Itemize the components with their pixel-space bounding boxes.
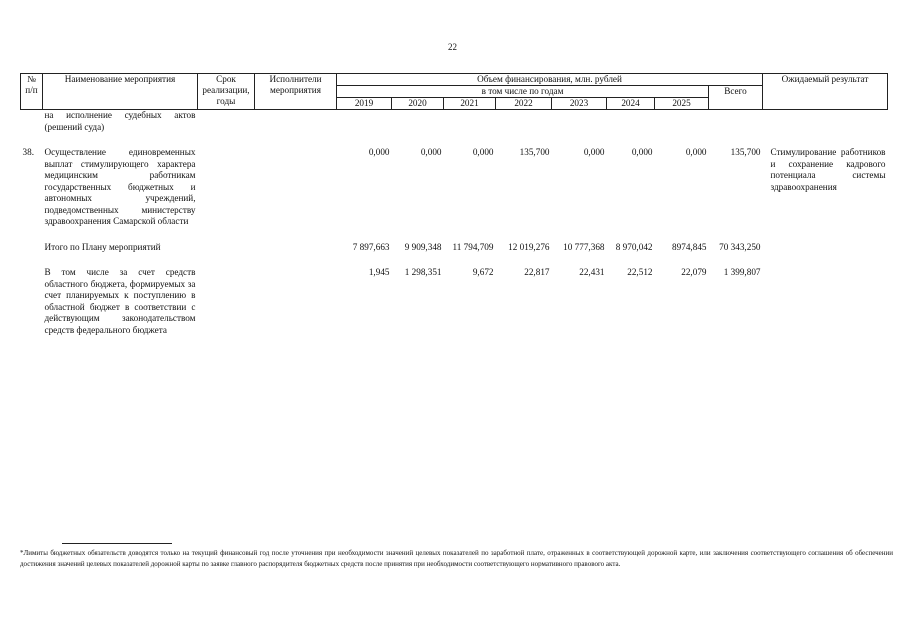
header-row-1 [21, 74, 888, 86]
footnote: *Лимиты бюджетных обязательств доводятся только на текущий финансовый год после уточнения при необходимости значений целевых показателей по заработной плате, отраженных в соответствующей дорожной карте, или заключения соответствующего соглашения об обеспечении достижения значений целевых показателей дорожной карты по заявке главного распорядителя бюджетных средств после принятия при необходимости соответствующего нормативного правового акта. [20, 549, 893, 568]
value-cell: 0,000 [583, 147, 605, 157]
value-cell: 7 897,663 [352, 241, 390, 252]
value-cell: 0,000 [420, 147, 442, 157]
value-cell: 22,431 [579, 267, 605, 277]
header-executors: Исполнители мероприятия [255, 74, 337, 110]
financing-table [20, 73, 888, 336]
value-cell: 0,000 [368, 147, 390, 157]
row-name: В том числе за счет средств областного бюджета, формируемых за счет планируемых к поступлению в областной бюджет в соответствии с действующим законодательством средств федерального бюджета [44, 267, 196, 335]
value-cell: 9 909,348 [404, 241, 442, 252]
table-row [21, 267, 888, 336]
header-year: 2023 [552, 98, 607, 110]
value-cell: 22,512 [627, 267, 653, 277]
row-number [21, 267, 43, 336]
header-year: 2021 [444, 98, 496, 110]
value-cell: 0,000 [631, 147, 653, 157]
header-finance: Объем финансирования, млн. рублей [337, 74, 763, 86]
table-row [21, 147, 888, 242]
row-result [763, 267, 888, 336]
value-cell: 22,079 [681, 267, 707, 277]
total-cell: 70 343,250 [719, 241, 761, 252]
header-year: 2020 [392, 98, 444, 110]
row-name: Итого по Плану мероприятий [44, 241, 161, 252]
value-cell: 10 777,368 [563, 241, 605, 252]
value-cell: 0,000 [685, 147, 707, 157]
table-row [21, 242, 888, 268]
header-name: Наименование мероприятия [43, 74, 198, 110]
total-cell: 135,700 [730, 147, 761, 157]
total-cell: 1 399,807 [723, 267, 761, 277]
value-cell: 1 298,351 [404, 267, 442, 277]
row-result [763, 242, 888, 268]
header-year: 2022 [496, 98, 552, 110]
header-result: Ожидаемый результат [763, 74, 888, 110]
value-cell: 8 970,042 [615, 241, 653, 252]
value-cell: 9,672 [472, 267, 494, 277]
value-cell: 1,945 [368, 267, 390, 277]
header-year: 2019 [337, 98, 392, 110]
value-cell: 8974,845 [672, 241, 707, 252]
value-cell: 11 794,709 [452, 241, 494, 252]
header-year: 2025 [655, 98, 709, 110]
header-total: Всего [709, 86, 763, 110]
header-year: 2024 [607, 98, 655, 110]
value-cell: 12 019,276 [508, 241, 550, 252]
value-cell: 0,000 [472, 147, 494, 157]
row-result: Стимулирование работников и сохранение кадрового потенциала системы здравоохранения [770, 147, 886, 192]
value-cell: 135,700 [519, 147, 550, 157]
value-cell: 22,817 [524, 267, 550, 277]
row-number: 38. [22, 147, 34, 157]
header-no: № п/п [21, 74, 43, 110]
continued-name: на исполнение судебных актов (решений суда) [44, 110, 196, 132]
header-by-years: в том числе по годам [337, 86, 709, 98]
row-name: Осуществление единовременных выплат стимулирующего характера медицинским работникам государственных бюджетных и автономных учреждений, подведомственных министерству здравоохранения Самарской области [44, 147, 196, 226]
header-term: Срок реализации, годы [198, 74, 255, 110]
row-number [21, 242, 43, 268]
footnote-divider [62, 543, 172, 544]
continued-row [21, 110, 888, 148]
page-number: 22 [448, 42, 457, 52]
